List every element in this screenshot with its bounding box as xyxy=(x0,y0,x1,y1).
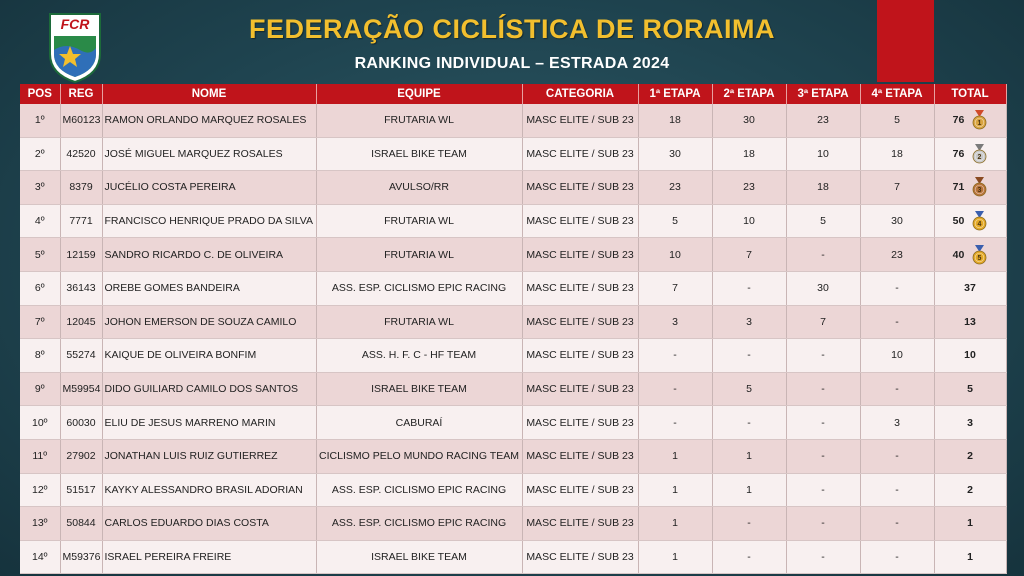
cell-e4: 18 xyxy=(860,137,934,171)
cell-e1: 1 xyxy=(638,473,712,507)
cell-pos: 8º xyxy=(20,339,60,373)
cell-reg: 42520 xyxy=(60,137,102,171)
cell-pos: 1º xyxy=(20,104,60,137)
cell-e4: - xyxy=(860,473,934,507)
cell-equipe: ASS. ESP. CICLISMO EPIC RACING xyxy=(316,507,522,541)
cell-nome: OREBE GOMES BANDEIRA xyxy=(102,271,316,305)
cell-e1: 7 xyxy=(638,271,712,305)
table-row xyxy=(20,439,1006,473)
cell-total xyxy=(934,238,1006,272)
cell-e4: 5 xyxy=(860,104,934,137)
cell-total xyxy=(934,171,1006,205)
cell-e3: - xyxy=(786,439,860,473)
cell-e3: 18 xyxy=(786,171,860,205)
cell-pos: 11º xyxy=(20,439,60,473)
cell-e2: 1 xyxy=(712,473,786,507)
cell-e4: - xyxy=(860,540,934,574)
cell-nome: JUCÉLIO COSTA PEREIRA xyxy=(102,171,316,205)
cell-reg: M60123 xyxy=(60,104,102,137)
cell-reg: 7771 xyxy=(60,204,102,238)
total-value: 40 xyxy=(952,248,965,261)
cell-total xyxy=(934,339,1006,373)
cell-total xyxy=(934,473,1006,507)
table-row xyxy=(20,204,1006,238)
cell-equipe: ASS. ESP. CICLISMO EPIC RACING xyxy=(316,473,522,507)
cell-equipe: CICLISMO PELO MUNDO RACING TEAM xyxy=(316,439,522,473)
cell-e1: 1 xyxy=(638,507,712,541)
cell-categoria: MASC ELITE / SUB 23 xyxy=(522,238,638,272)
cell-e4: - xyxy=(860,507,934,541)
svg-text:3: 3 xyxy=(977,187,982,195)
cell-categoria: MASC ELITE / SUB 23 xyxy=(522,137,638,171)
cell-nome: KAIQUE DE OLIVEIRA BONFIM xyxy=(102,339,316,373)
cell-e3: - xyxy=(786,339,860,373)
cell-categoria: MASC ELITE / SUB 23 xyxy=(522,406,638,440)
cell-categoria: MASC ELITE / SUB 23 xyxy=(522,339,638,373)
cell-pos: 7º xyxy=(20,305,60,339)
logo-text: FCR xyxy=(60,16,90,32)
total-value: 76 xyxy=(952,114,965,127)
column-header-pos: POS xyxy=(20,84,60,104)
cell-e2: 30 xyxy=(712,104,786,137)
column-header-reg: REG xyxy=(60,84,102,104)
cell-e4: - xyxy=(860,305,934,339)
cell-total xyxy=(934,137,1006,171)
column-header-e4: 4ª ETAPA xyxy=(860,84,934,104)
total-value: 1 xyxy=(967,551,973,564)
cell-e2: 1 xyxy=(712,439,786,473)
cell-e3: - xyxy=(786,540,860,574)
cell-total xyxy=(934,305,1006,339)
cell-equipe: FRUTARIA WL xyxy=(316,204,522,238)
cell-total xyxy=(934,406,1006,440)
cell-e2: 3 xyxy=(712,305,786,339)
cell-reg: 12045 xyxy=(60,305,102,339)
cell-e1: - xyxy=(638,372,712,406)
cell-e1: - xyxy=(638,406,712,440)
cell-e2: 23 xyxy=(712,171,786,205)
cell-e4: - xyxy=(860,372,934,406)
cell-reg: 8379 xyxy=(60,171,102,205)
table-row xyxy=(20,473,1006,507)
cell-e3: - xyxy=(786,473,860,507)
table-row xyxy=(20,507,1006,541)
cell-e4: 30 xyxy=(860,204,934,238)
cell-reg: 60030 xyxy=(60,406,102,440)
cell-reg: 36143 xyxy=(60,271,102,305)
cell-e3: 30 xyxy=(786,271,860,305)
cell-categoria: MASC ELITE / SUB 23 xyxy=(522,171,638,205)
cell-e4: 23 xyxy=(860,238,934,272)
total-value: 13 xyxy=(964,315,976,328)
cell-reg: 12159 xyxy=(60,238,102,272)
total-value: 10 xyxy=(964,349,976,362)
cell-e3: - xyxy=(786,507,860,541)
cell-total xyxy=(934,372,1006,406)
cell-pos: 12º xyxy=(20,473,60,507)
column-header-nome: NOME xyxy=(102,84,316,104)
cell-e3: - xyxy=(786,372,860,406)
cell-e3: 23 xyxy=(786,104,860,137)
cell-reg: 50844 xyxy=(60,507,102,541)
cell-nome: KAYKY ALESSANDRO BRASIL ADORIAN xyxy=(102,473,316,507)
cell-e4: 10 xyxy=(860,339,934,373)
cell-e2: 18 xyxy=(712,137,786,171)
cell-e1: 23 xyxy=(638,171,712,205)
cell-reg: 51517 xyxy=(60,473,102,507)
cell-equipe: FRUTARIA WL xyxy=(316,104,522,137)
page-title: FEDERAÇÃO CICLÍSTICA DE RORAIMA xyxy=(249,14,775,44)
column-header-categoria: CATEGORIA xyxy=(522,84,638,104)
cell-pos: 3º xyxy=(20,171,60,205)
cell-pos: 4º xyxy=(20,204,60,238)
cell-total xyxy=(934,507,1006,541)
cell-equipe: ISRAEL BIKE TEAM xyxy=(316,540,522,574)
cell-equipe: ASS. ESP. CICLISMO EPIC RACING xyxy=(316,271,522,305)
cell-e4: - xyxy=(860,439,934,473)
cell-reg: 55274 xyxy=(60,339,102,373)
table-row xyxy=(20,339,1006,373)
total-value: 3 xyxy=(967,416,973,429)
table-row xyxy=(20,406,1006,440)
ranking-table xyxy=(20,84,1007,574)
table-row xyxy=(20,104,1006,137)
total-value: 2 xyxy=(967,450,973,463)
cell-equipe: ISRAEL BIKE TEAM xyxy=(316,137,522,171)
cell-e4: - xyxy=(860,271,934,305)
cell-pos: 13º xyxy=(20,507,60,541)
cell-e1: 3 xyxy=(638,305,712,339)
cell-nome: JONATHAN LUIS RUIZ GUTIERREZ xyxy=(102,439,316,473)
cell-categoria: MASC ELITE / SUB 23 xyxy=(522,473,638,507)
svg-text:2: 2 xyxy=(977,154,982,162)
cell-pos: 14º xyxy=(20,540,60,574)
total-value: 1 xyxy=(967,517,973,530)
cell-e1: 30 xyxy=(638,137,712,171)
cell-nome: DIDO GUILIARD CAMILO DOS SANTOS xyxy=(102,372,316,406)
column-header-e2: 2ª ETAPA xyxy=(712,84,786,104)
cell-e2: 10 xyxy=(712,204,786,238)
table-row xyxy=(20,540,1006,574)
svg-text:1: 1 xyxy=(977,120,982,128)
cell-pos: 5º xyxy=(20,238,60,272)
cell-e4: 3 xyxy=(860,406,934,440)
cell-pos: 9º xyxy=(20,372,60,406)
table-row xyxy=(20,372,1006,406)
cell-equipe: AVULSO/RR xyxy=(316,171,522,205)
cell-nome: SANDRO RICARDO C. DE OLIVEIRA xyxy=(102,238,316,272)
cell-nome: ELIU DE JESUS MARRENO MARIN xyxy=(102,406,316,440)
cell-categoria: MASC ELITE / SUB 23 xyxy=(522,507,638,541)
cell-reg: M59954 xyxy=(60,372,102,406)
cell-equipe: CABURAÍ xyxy=(316,406,522,440)
cell-e3: 10 xyxy=(786,137,860,171)
total-value: 76 xyxy=(952,147,965,160)
cell-nome: ISRAEL PEREIRA FREIRE xyxy=(102,540,316,574)
cell-e2: 7 xyxy=(712,238,786,272)
cell-e3: - xyxy=(786,238,860,272)
cell-e3: 7 xyxy=(786,305,860,339)
cell-total xyxy=(934,439,1006,473)
cell-nome: JOSÉ MIGUEL MARQUEZ ROSALES xyxy=(102,137,316,171)
table-row xyxy=(20,137,1006,171)
cell-e2: - xyxy=(712,271,786,305)
cell-e2: 5 xyxy=(712,372,786,406)
column-header-equipe: EQUIPE xyxy=(316,84,522,104)
medal-icon xyxy=(972,110,987,130)
total-value: 50 xyxy=(952,215,965,228)
cell-e1: 10 xyxy=(638,238,712,272)
cell-equipe: ISRAEL BIKE TEAM xyxy=(316,372,522,406)
cell-categoria: MASC ELITE / SUB 23 xyxy=(522,204,638,238)
cell-categoria: MASC ELITE / SUB 23 xyxy=(522,540,638,574)
column-header-total: TOTAL xyxy=(934,84,1006,104)
cell-e1: 1 xyxy=(638,540,712,574)
cell-e2: - xyxy=(712,507,786,541)
table-row xyxy=(20,271,1006,305)
cell-pos: 6º xyxy=(20,271,60,305)
cell-e2: - xyxy=(712,339,786,373)
cell-e1: - xyxy=(638,339,712,373)
cell-e3: 5 xyxy=(786,204,860,238)
cell-e4: 7 xyxy=(860,171,934,205)
table-body xyxy=(20,104,1006,574)
svg-text:4: 4 xyxy=(977,221,982,229)
cell-equipe: ASS. H. F. C - HF TEAM xyxy=(316,339,522,373)
medal-icon xyxy=(972,211,987,231)
page-subtitle: RANKING INDIVIDUAL – ESTRADA 2024 xyxy=(354,55,670,72)
table-row xyxy=(20,305,1006,339)
cell-e2: - xyxy=(712,406,786,440)
svg-text:5: 5 xyxy=(977,254,982,262)
column-header-e3: 3ª ETAPA xyxy=(786,84,860,104)
cell-total xyxy=(934,271,1006,305)
cell-categoria: MASC ELITE / SUB 23 xyxy=(522,439,638,473)
cell-e2: - xyxy=(712,540,786,574)
cell-equipe: FRUTARIA WL xyxy=(316,305,522,339)
total-value: 5 xyxy=(967,383,973,396)
total-value: 71 xyxy=(952,181,965,194)
cell-nome: JOHON EMERSON DE SOUZA CAMILO xyxy=(102,305,316,339)
cell-total xyxy=(934,104,1006,137)
cell-e1: 5 xyxy=(638,204,712,238)
cell-e3: - xyxy=(786,406,860,440)
table-row xyxy=(20,238,1006,272)
cell-e1: 1 xyxy=(638,439,712,473)
table-header-row xyxy=(20,84,1006,104)
medal-icon xyxy=(972,144,987,164)
cell-reg: M59376 xyxy=(60,540,102,574)
cell-reg: 27902 xyxy=(60,439,102,473)
total-value: 2 xyxy=(967,483,973,496)
cell-nome: RAMON ORLANDO MARQUEZ ROSALES xyxy=(102,104,316,137)
cell-categoria: MASC ELITE / SUB 23 xyxy=(522,271,638,305)
cell-total xyxy=(934,204,1006,238)
cell-categoria: MASC ELITE / SUB 23 xyxy=(522,372,638,406)
cell-total xyxy=(934,540,1006,574)
cell-e1: 18 xyxy=(638,104,712,137)
cell-equipe: FRUTARIA WL xyxy=(316,238,522,272)
cell-nome: FRANCISCO HENRIQUE PRADO DA SILVA xyxy=(102,204,316,238)
cell-pos: 2º xyxy=(20,137,60,171)
column-header-e1: 1ª ETAPA xyxy=(638,84,712,104)
cell-nome: CARLOS EDUARDO DIAS COSTA xyxy=(102,507,316,541)
medal-icon xyxy=(972,177,987,197)
cell-pos: 10º xyxy=(20,406,60,440)
table-row xyxy=(20,171,1006,205)
cell-categoria: MASC ELITE / SUB 23 xyxy=(522,305,638,339)
medal-icon xyxy=(972,245,987,265)
cell-categoria: MASC ELITE / SUB 23 xyxy=(522,104,638,137)
total-value: 37 xyxy=(964,282,976,295)
